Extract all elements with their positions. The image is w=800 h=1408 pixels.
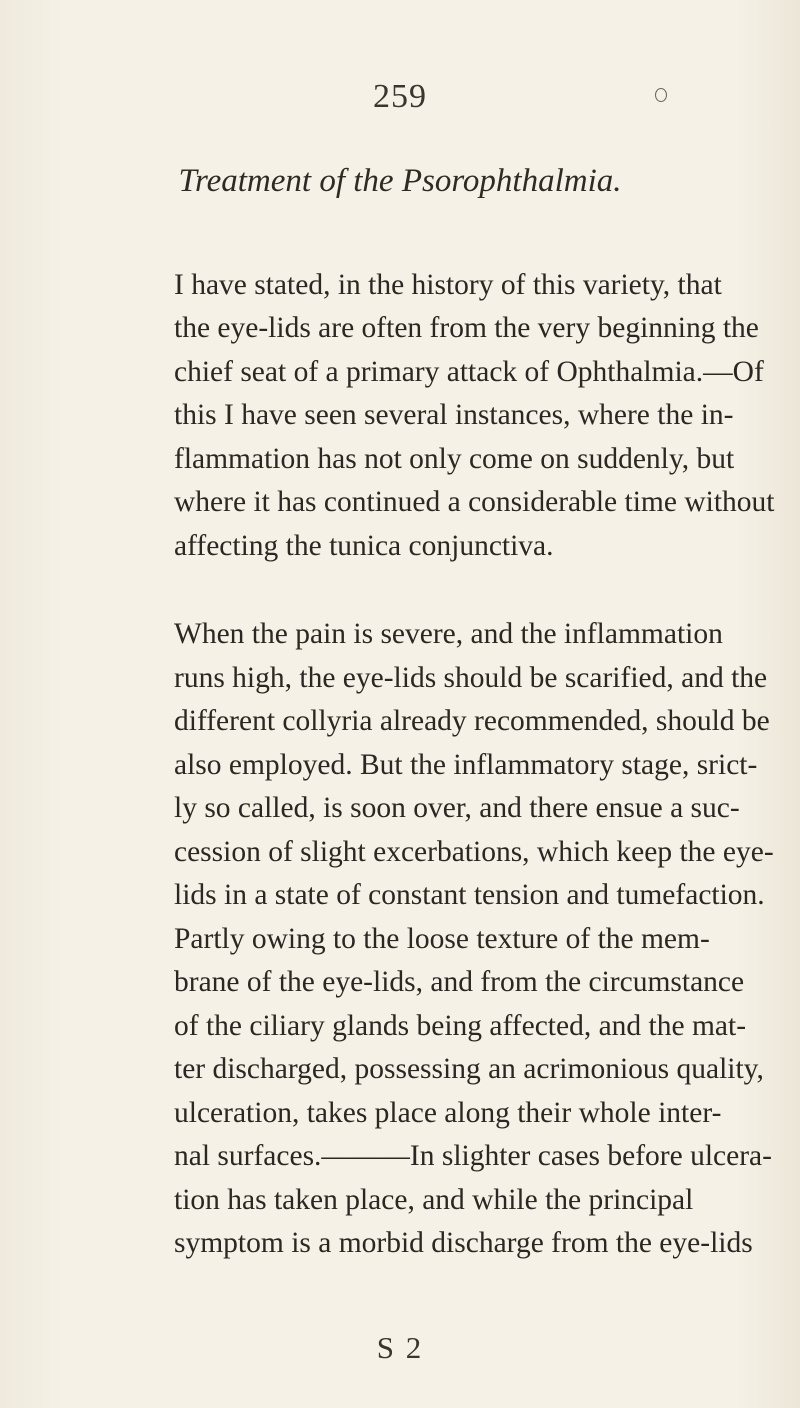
text-line: tion has taken place, and while the principal [174,1184,694,1216]
text-line: this I have seen several instances, where the in- [174,399,734,431]
text-line: runs high, the eye-lids should be scarified, and the [174,662,768,694]
text-line: of the ciliary glands being affected, and the mat- [174,1010,747,1042]
page-number: 259 [373,78,427,115]
text-line: symptom is a morbid discharge from the eye-lids [174,1227,753,1259]
text-line: ulceration, takes place along their whole inter- [174,1097,722,1129]
text-line: When the pain is severe, and the inflammation [174,618,723,650]
text-line: the eye-lids are often from the very beginning the [174,312,759,344]
text-line: also employed. But the inflammatory stage, srict- [174,749,758,781]
text-line: affecting the tunica conjunctiva. [174,530,554,562]
text-line: Partly owing to the loose texture of the mem- [174,923,710,955]
section-title: Treatment of the Psorophthalmia. [178,163,622,199]
text-line: nal surfaces.———In slighter cases before ulcera- [174,1140,772,1172]
text-line: cession of slight excerbations, which keep the eye- [174,836,774,868]
text-line: chief seat of a primary attack of Ophthalmia.—Of [174,356,764,388]
text-line: ter discharged, possessing an acrimonious quality, [174,1053,764,1085]
signature-mark: S 2 [376,1330,424,1365]
text-line: brane of the eye-lids, and from the circumstance [174,966,745,998]
text-line: lids in a state of constant tension and tumefaction. [174,879,765,911]
text-line: I have stated, in the history of this variety, that [174,269,722,301]
text-line: ly so called, is soon over, and there ensue a suc- [174,792,740,824]
text-line: where it has continued a considerable time without [174,486,775,518]
text-line: different collyria already recommended, should be [174,705,770,737]
text-line: flammation has not only come on suddenly, but [174,443,735,475]
